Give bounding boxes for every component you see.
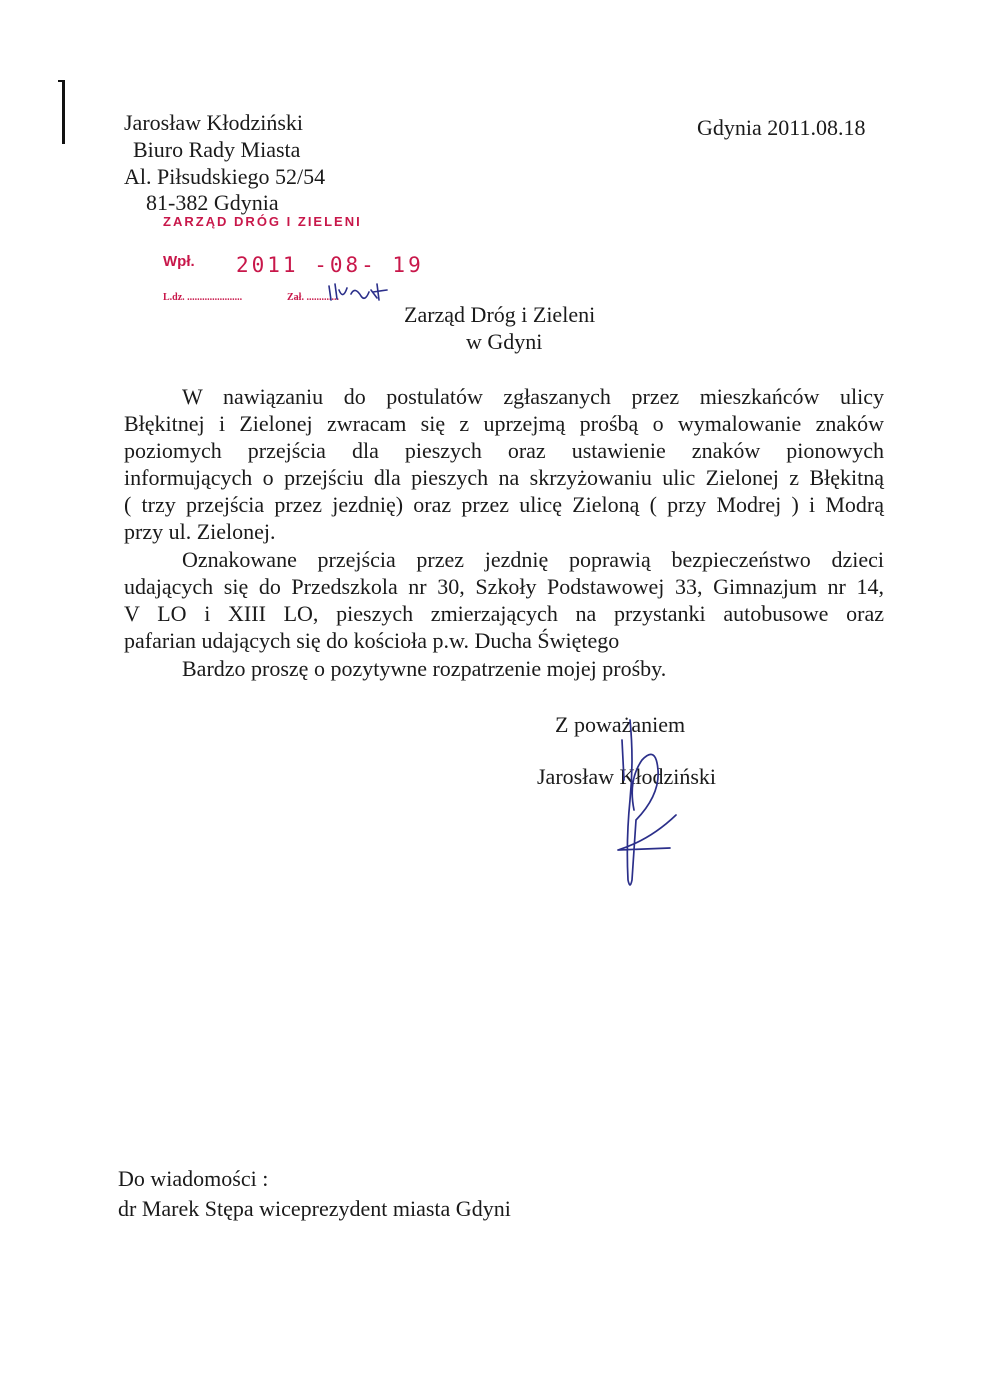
- handwritten-signature: [600, 700, 700, 900]
- cc-label: Do wiadomości :: [118, 1166, 269, 1191]
- paragraph-1-line: ( trzy przejścia przez jezdnię) oraz przez ulicę Zieloną ( przy Modrej ) i Modrą: [124, 492, 884, 517]
- stamp-received-date: 2011 -08- 19: [236, 253, 424, 277]
- paragraph-2-line: V LO i XIII LO, pieszych zmierzających na przystanki autobusowe oraz: [124, 601, 884, 626]
- paragraph-1-line: W nawiązaniu do postulatów zgłaszanych przez mieszkańców ulicy: [182, 384, 884, 409]
- sender-city: 81-382 Gdynia: [146, 190, 279, 215]
- paragraph-3: [124, 655, 884, 682]
- paragraph-2-line: Oznakowane przejścia przez jezdnię poprawią bezpieczeństwo dzieci: [182, 547, 884, 572]
- paragraph-2: [124, 546, 884, 654]
- signature-name: Jarosław Kłodziński: [537, 764, 717, 789]
- stamp-title: ZARZĄD DRÓG I ZIELENI: [163, 214, 362, 229]
- letter-date: Gdynia 2011.08.18: [697, 115, 866, 140]
- stamp-zal-field: Zał. .............: [287, 292, 339, 303]
- recipient-line-1: Zarząd Dróg i Zieleni: [404, 302, 596, 327]
- paragraph-2-line: pafarian udających się do kościoła p.w. Ducha Świętego: [124, 628, 620, 653]
- paragraph-2-line: udających się do Przedszkola nr 30, Szkoły Podstawowej 33, Gimnazjum nr 14,: [124, 574, 884, 599]
- sender-name: Jarosław Kłodziński: [124, 110, 304, 135]
- paragraph-1-line: Błękitnej i Zielonej zwracam się z uprzejmą prośbą o wymalowanie znaków: [124, 411, 884, 436]
- cc-person: dr Marek Stępa wiceprezydent miasta Gdyni: [118, 1196, 511, 1221]
- paragraph-1-line: poziomych przejścia dla pieszych oraz ustawienie znaków pionowych: [124, 438, 884, 463]
- sender-street: Al. Piłsudskiego 52/54: [124, 164, 326, 189]
- scan-edge-tick: [58, 80, 64, 82]
- scan-edge-mark: [62, 80, 65, 144]
- closing-phrase: Z poważaniem: [555, 712, 686, 737]
- paragraph-3-line: Bardzo proszę o pozytywne rozpatrzenie mojej prośby.: [182, 656, 667, 681]
- sender-office: Biuro Rady Miasta: [133, 137, 301, 162]
- stamp-received-label: Wpł.: [163, 253, 195, 270]
- paragraph-1-line: informujących o przejściu dla pieszych na skrzyżowaniu ulic Zielonej z Błękitną: [124, 465, 884, 490]
- paragraph-1-line: przy ul. Zielonej.: [124, 519, 276, 544]
- paragraph-1: [124, 383, 884, 545]
- stamp-handwritten-initials: [325, 280, 405, 306]
- recipient-line-2: w Gdyni: [466, 329, 543, 354]
- stamp-ldz-field: L.dz. ......................: [163, 292, 243, 303]
